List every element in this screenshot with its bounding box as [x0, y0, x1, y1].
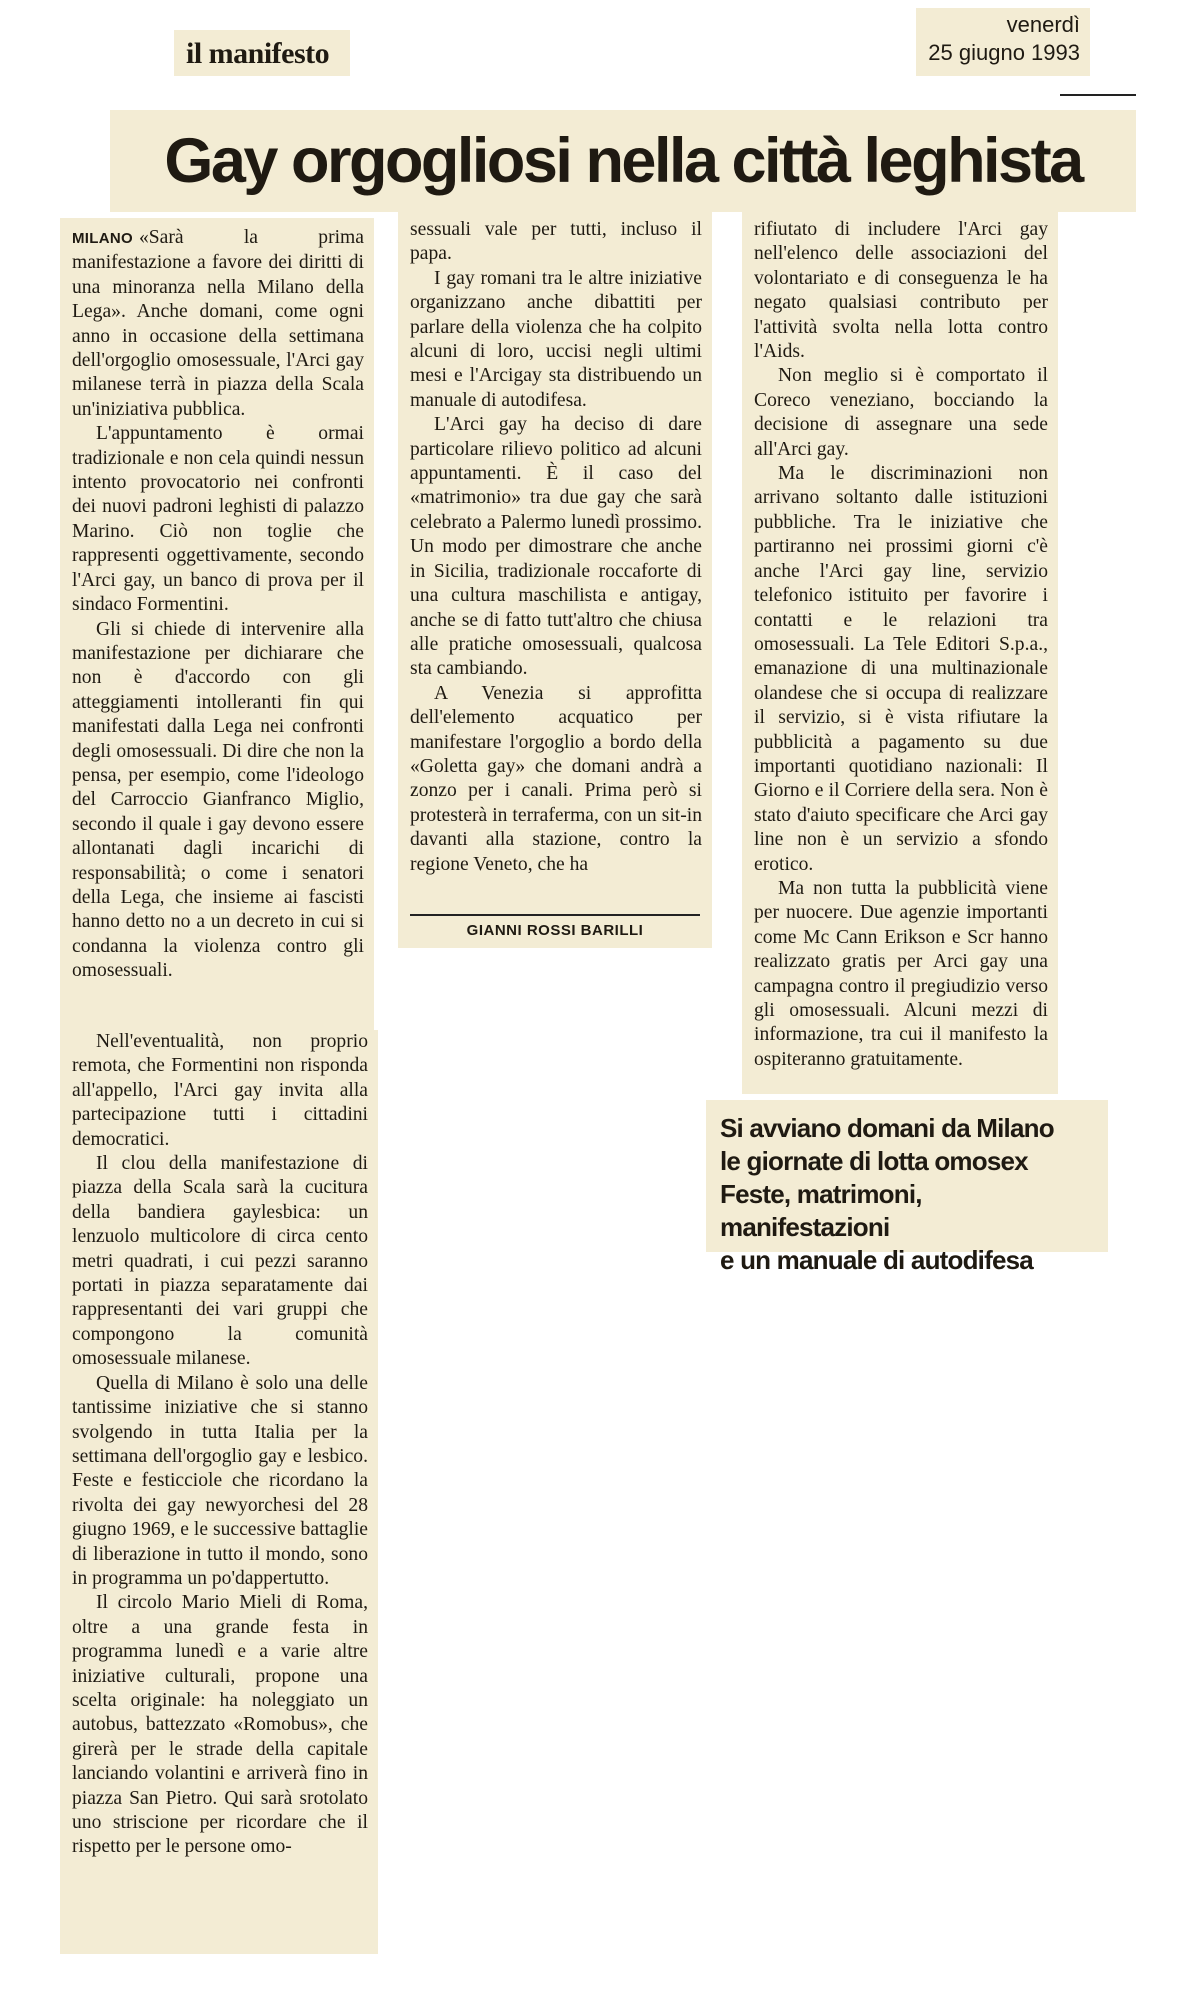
article-column-2 — [398, 210, 712, 910]
paragraph: rifiutato di includere l'Arci gay nell'elenco delle associazioni del volontariato e di conseguenza le ha negato qualsiasi contributo per l'attività svolta nella lotta contro l'Aids. — [754, 219, 1048, 363]
paragraph: I gay romani tra le altre iniziative organizzano anche dibattiti per parlare della violenza che ha colpito alcuni di loro, uccisi negli ultimi mesi e l'Arcigay sta distribuendo un manuale di autodifesa. — [410, 267, 702, 411]
date-weekday: venerdì — [1006, 12, 1080, 37]
headline: Gay orgogliosi nella città leghista — [164, 126, 1082, 196]
article-column-3 — [742, 210, 1058, 1094]
paragraph: Ma non tutta la pubblicità viene per nuocere. Due agenzie importanti come Mc Cann Erikson e Scr hanno realizzato gratis per Arci gay una campagna contro il pregiudizio verso gli omosessuali. Alcuni mezzi di informazione, tra cui il manifesto la ospiteranno gratuitamente. — [754, 877, 1048, 1070]
byline-clipping — [398, 906, 712, 948]
paragraph: Ma le discriminazioni non arrivano soltanto dalle istituzioni pubbliche. Tra le iniziative che partiranno nei prossimi giorni c'è anche l'Arci gay line, servizio telefonico istituito per favorire i contatti e le relazioni tra omosessuali. La Tele Editori S.p.a., emanazione di una multinazionale olandese che si occupa di realizzare il servizio, si è vista rifiutare la pubblicità a pagamento su due importanti quotidiano nazionali: Il Giorno e il Corriere della sera. Non è stato d'aiuto specificare che Arci gay line non è un servizio a sfondo erotico. — [754, 463, 1048, 875]
paragraph: L'Arci gay ha deciso di dare particolare rilievo politico ad alcuni appuntamenti. È il caso del «matrimonio» tra due gay che sarà celebrato a Palermo lunedì prossimo. Un modo per dimostrare che anche in Sicilia, tradizionale roccaforte di una cultura maschilista e antigay, anche se di fatto tutt'altro che chiusa alle pratiche omosessuali, qualcosa sta cambiando. — [410, 414, 702, 680]
paragraph: Gli si chiede di intervenire alla manifestazione per dichiarare che non è d'accordo con gli atteggiamenti intolleranti fin qui manifestati dalla Lega nei confronti degli omosessuali. Di dire che non la pensa, per esempio, come l'ideologo del Carroccio Gianfranco Miglio, secondo il quale i gay devono essere allontanati dagli incarichi di responsabilità; o come i senatori della Lega, che insieme ai fascisti hanno detto no a un decreto in cui si condanna la violenza contro gli omosessuali. — [72, 618, 364, 982]
masthead-clipping — [174, 30, 350, 76]
kicker-line: Feste, matrimoni, manifestazioni — [720, 1179, 922, 1242]
article-column-1-upper — [60, 218, 374, 1044]
dateline: MILANO — [72, 230, 133, 247]
headline-clipping — [110, 110, 1136, 212]
kicker-line: e un manuale di autodifesa — [720, 1245, 1033, 1275]
paragraph: Nell'eventualità, non proprio remota, che Formentini non risponda all'appello, l'Arci gay invita alla partecipazione tutti i cittadini democratici. — [72, 1031, 368, 1150]
kicker-line: le giornate di lotta omosex — [720, 1146, 1028, 1176]
date-clipping — [916, 8, 1090, 76]
paragraph: L'appuntamento è ormai tradizionale e non cela quindi nessun intento provocatorio nei confronti dei nuovi padroni leghisti di palazzo Marino. Ciò non toglie che rappresenti oggettivamente, secondo l'Arci gay, un banco di prova per il sindaco Formentini. — [72, 423, 364, 616]
paragraph: Non meglio si è comportato il Coreco veneziano, bocciando la decisione di assegnare una sede all'Arci gay. — [754, 365, 1048, 460]
article-column-1-lower — [60, 1030, 378, 1954]
masthead: il manifesto — [186, 37, 330, 70]
date-full: 25 giugno 1993 — [928, 40, 1080, 65]
kicker-line: Si avviano domani da Milano — [720, 1113, 1054, 1143]
kicker — [706, 1100, 1108, 1289]
headline-rule — [1060, 94, 1136, 96]
paragraph: Il clou della manifestazione di piazza della Scala sarà la cucitura della bandiera gaylesbica: un lenzuolo multicolore di circa cento metri quadrati, i cui pezzi saranno portati in piazza separatamente dai rappresentanti dei vari gruppi che compongono la comunità omosessuale milanese. — [72, 1153, 368, 1370]
paragraph: MILANO «Sarà la prima manifestazione a favore dei diritti di una minoranza nella Milano della Lega». Anche domani, come ogni anno in occasione della settimana dell'orgoglio omosessuale, l'Arci gay milanese terrà in piazza della Scala un'iniziativa pubblica. — [72, 227, 364, 420]
byline-rule — [410, 914, 700, 916]
paragraph: sessuali vale per tutti, incluso il papa. — [410, 219, 702, 265]
byline: GIANNI ROSSI BARILLI — [466, 922, 644, 939]
paragraph: Il circolo Mario Mieli di Roma, oltre a una grande festa in programma lunedì e a varie altre iniziative culturali, propone una scelta originale: ha noleggiato un autobus, battezzato «Romobus», che girerà per le strade della capitale lanciando volantini e arriverà fino in piazza San Pietro. Qui sarà srotolato uno striscione per ricordare che il rispetto per le persone omo- — [72, 1592, 368, 1858]
paragraph: Quella di Milano è solo una delle tantissime iniziative che si stanno svolgendo in tutta Italia per la settimana dell'orgoglio gay e lesbico. Feste e festicciole che ricordano la rivolta dei gay newyorchesi del 28 giugno 1969, e le successive battaglie di liberazione in tutto il mondo, sono in programma un po'dappertutto. — [72, 1372, 369, 1589]
paragraph: A Venezia si approfitta dell'elemento acquatico per manifestare l'orgoglio a bordo della «Goletta gay» che domani andrà a zonzo per i canali. Prima però si protesterà in terraferma, con un sit-in davanti alla stazione, contro la regione Veneto, che ha — [410, 682, 702, 875]
kicker-clipping — [706, 1100, 1108, 1275]
